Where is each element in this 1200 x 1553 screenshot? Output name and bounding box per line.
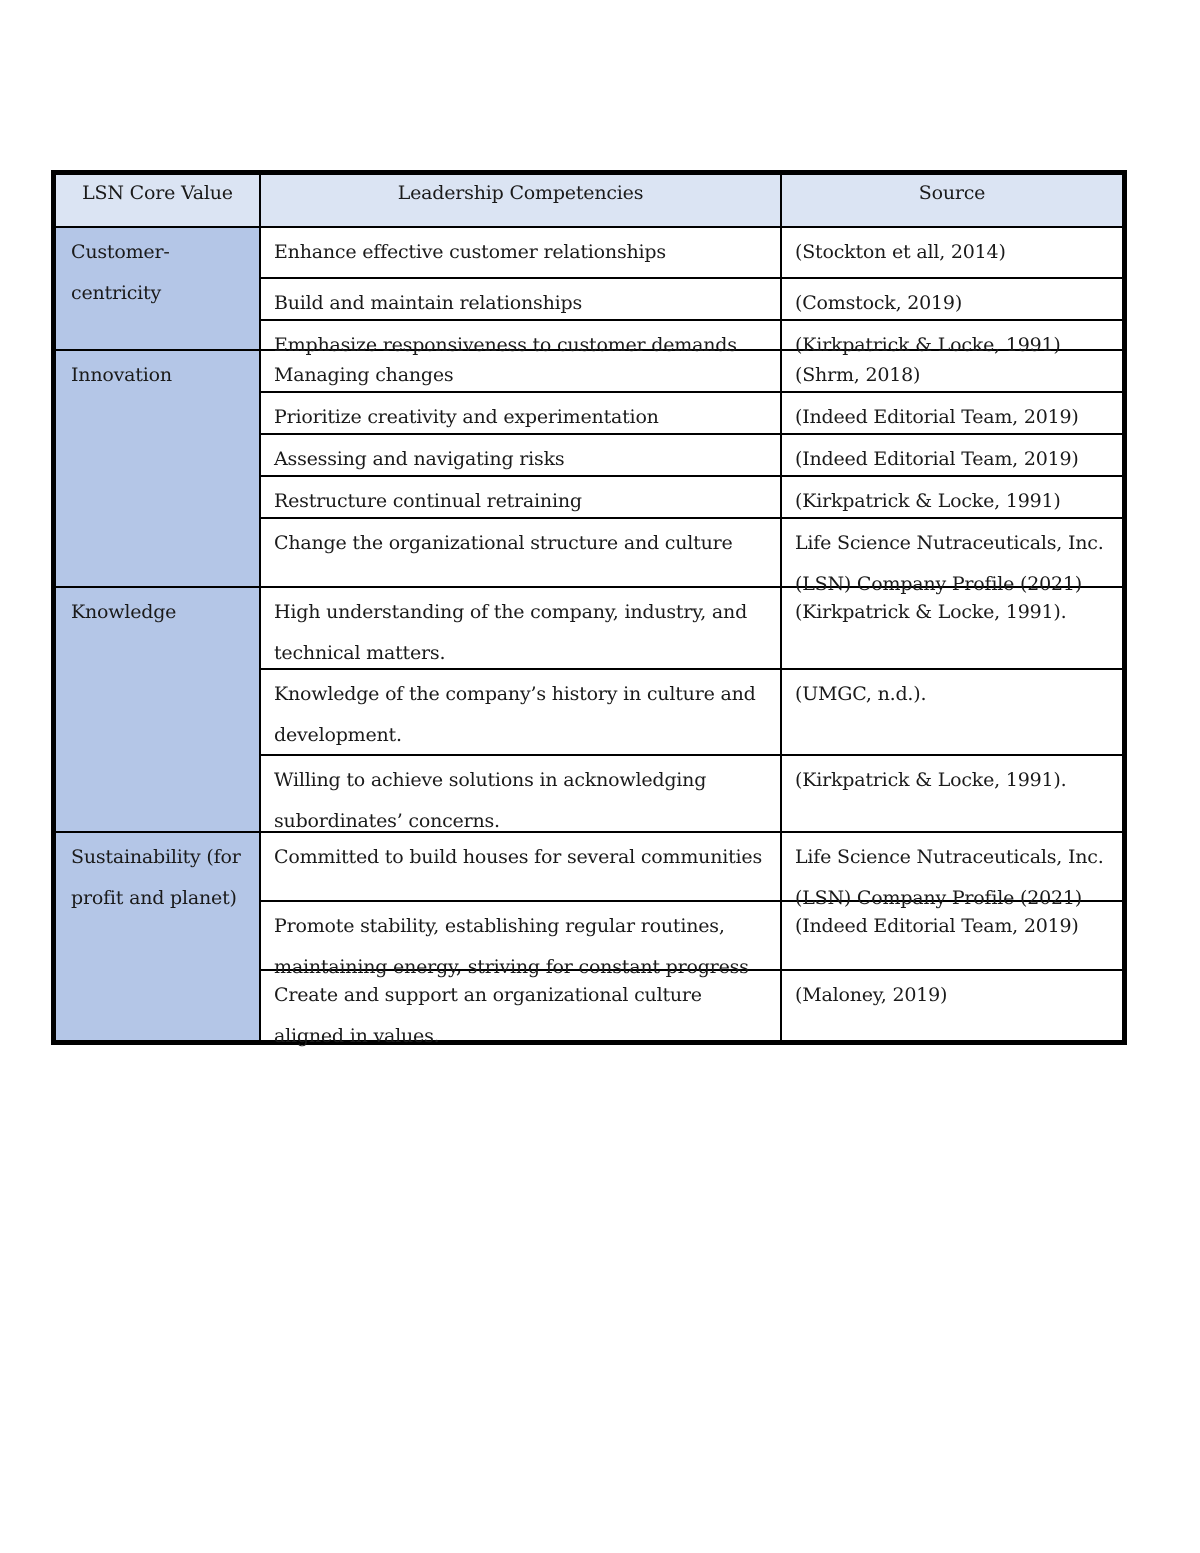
source-cell: (UMGC, n.d.).: [782, 670, 1122, 756]
source-cell: (Stockton et all, 2014): [782, 228, 1122, 279]
competency-cell: Build and maintain relationships: [261, 279, 782, 321]
source-cell: (Comstock, 2019): [782, 279, 1122, 321]
competency-cell: High understanding of the company, industry, and technical matters.: [261, 588, 782, 670]
competency-cell: Restructure continual retraining: [261, 477, 782, 519]
competency-cell: Promote stability, establishing regular routines, maintaining energy, striving for constant progress: [261, 902, 782, 971]
competency-cell: Knowledge of the company’s history in culture and development.: [261, 670, 782, 756]
competency-cell: Change the organizational structure and culture: [261, 519, 782, 588]
core-value-cell: Knowledge: [56, 588, 261, 833]
source-cell: (Indeed Editorial Team, 2019): [782, 435, 1122, 477]
core-value-cell: Customer-centricity: [56, 228, 261, 351]
competency-cell: Committed to build houses for several communities: [261, 833, 782, 902]
source-cell: (Indeed Editorial Team, 2019): [782, 902, 1122, 971]
source-cell: (Indeed Editorial Team, 2019): [782, 393, 1122, 435]
source-cell: Life Science Nutraceuticals, Inc. (LSN) Company Profile (2021): [782, 519, 1122, 588]
source-cell: (Maloney, 2019): [795, 984, 948, 1006]
source-cell: (Shrm, 2018): [782, 351, 1122, 393]
source-cell: (Kirkpatrick & Locke, 1991).: [782, 588, 1122, 670]
competency-cell: Enhance effective customer relationships: [261, 228, 782, 279]
competency-table: [51, 170, 1127, 1045]
source-cell: (Kirkpatrick & Locke, 1991): [782, 321, 1122, 351]
header-source: Source: [782, 175, 1122, 228]
core-value-cell: Innovation: [56, 351, 261, 588]
competency-cell: Prioritize creativity and experimentation: [261, 393, 782, 435]
competency-cell: Emphasize responsiveness to customer demands: [261, 321, 782, 351]
table-grid: [51, 170, 1127, 1045]
core-value-cell: Sustainability (for profit and planet): [56, 833, 261, 1040]
competency-cell: Assessing and navigating risks: [261, 435, 782, 477]
competency-cell: Willing to achieve solutions in acknowledging subordinates’ concerns.: [261, 756, 782, 833]
competency-cell: Managing changes: [261, 351, 782, 393]
competency-cell: Create and support an organizational culture aligned in values.: [261, 971, 782, 1040]
source-cell: (Kirkpatrick & Locke, 1991): [782, 477, 1122, 519]
source-cell: Life Science Nutraceuticals, Inc. (LSN) Company Profile (2021): [782, 833, 1122, 902]
source-cell: (Kirkpatrick & Locke, 1991).: [782, 756, 1122, 833]
header-core-value: LSN Core Value: [56, 175, 261, 228]
header-leadership-competencies: Leadership Competencies: [261, 175, 782, 228]
